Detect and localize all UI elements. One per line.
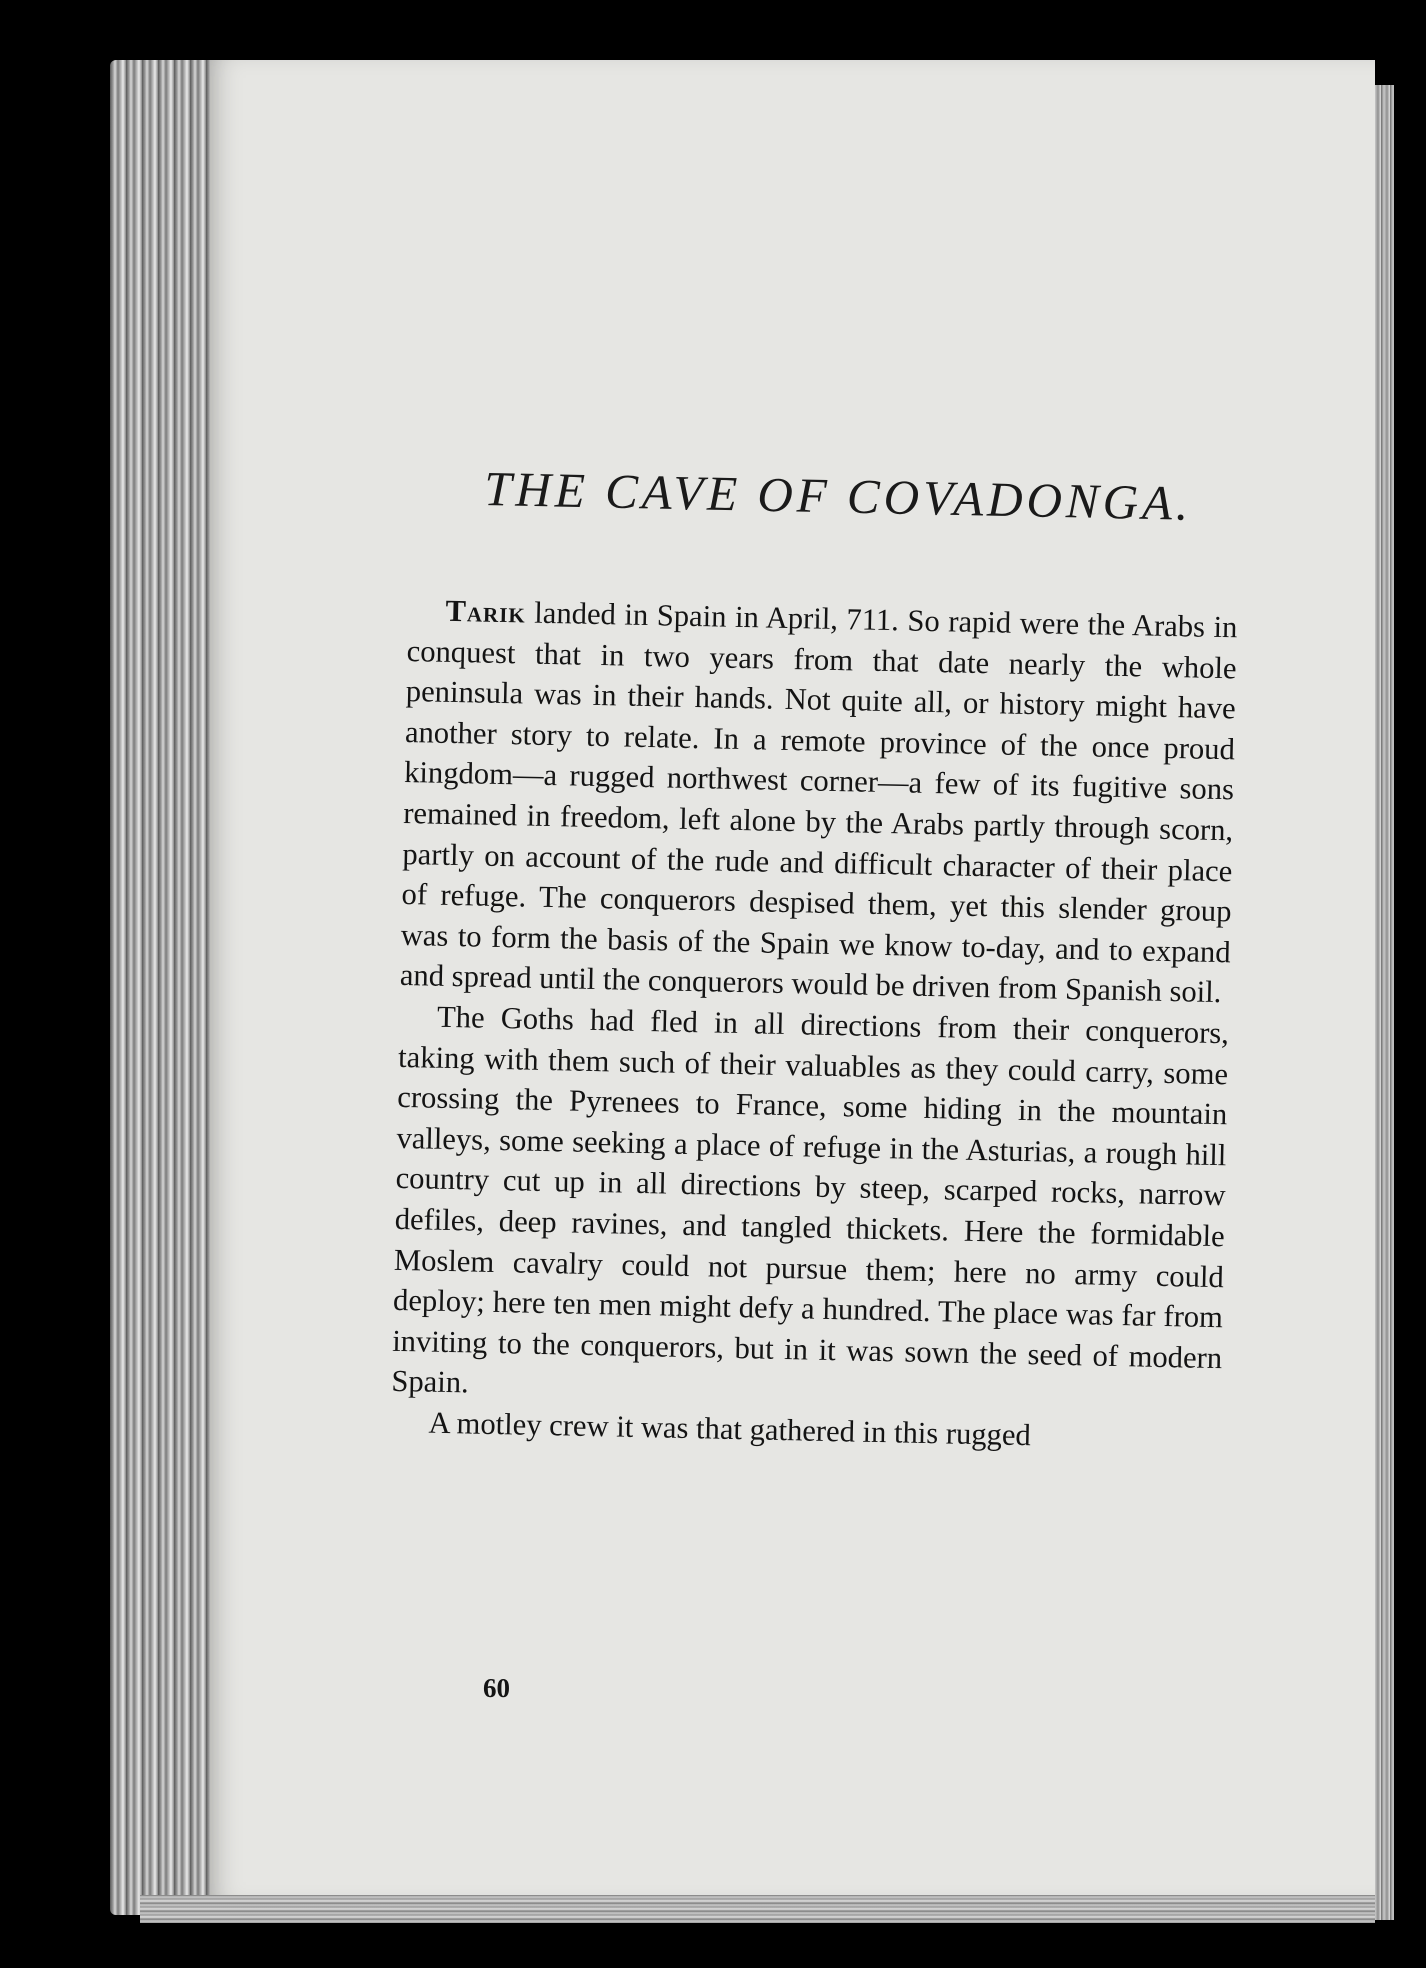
body-text: [390, 590, 1238, 1460]
paragraph-text: landed in Spain in April, 711. So rapid were the Arabs in conquest that in two years from that date nearly the whole peninsula was in their hands. Not quite all, or history might have another story to relate. In a remote province of the once proud kingdom—a rugged northwest corner—a few of its fugitive sons remained in freedom, left alone by the Arabs partly through scorn, partly on account of the rude and difficult character of their place of refuge. The conquerors despised them, yet this slender group was to form the basis of the Spain we know to-day, and to expand and spread until the conquerors would be driven from Spanish soil.: [399, 595, 1238, 1010]
chapter-title: THE CAVE OF COVADONGA.: [483, 460, 1193, 531]
lead-word: Tarik: [445, 593, 527, 630]
page-edges-right: [1372, 85, 1394, 1920]
page-number: 60: [483, 1673, 510, 1703]
paragraph-text: The Goths had fled in all directions from their conquerors, taking with them such of their valuables as they could carry, some crossing the Pyrenees to France, some hiding in the mountain valleys, some seeking a place of refuge in the Asturias, a rough hill country cut up in all directions by steep, scarped rocks, narrow defiles, deep ravines, and tangled thickets. Here the formidable Moslem cavalry could not pursue them; here no army could deploy; here ten men might defy a hundred. The place was far from inviting to the conquerors, but in it was sown the seed of modern Spain.: [391, 999, 1230, 1400]
paragraph: [391, 996, 1229, 1419]
paragraph-text: A motley crew it was that gathered in this rugged: [428, 1405, 1032, 1453]
page-edges-left: [110, 60, 225, 1915]
page-edges-bottom: [140, 1895, 1375, 1923]
paragraph: [399, 590, 1237, 1013]
